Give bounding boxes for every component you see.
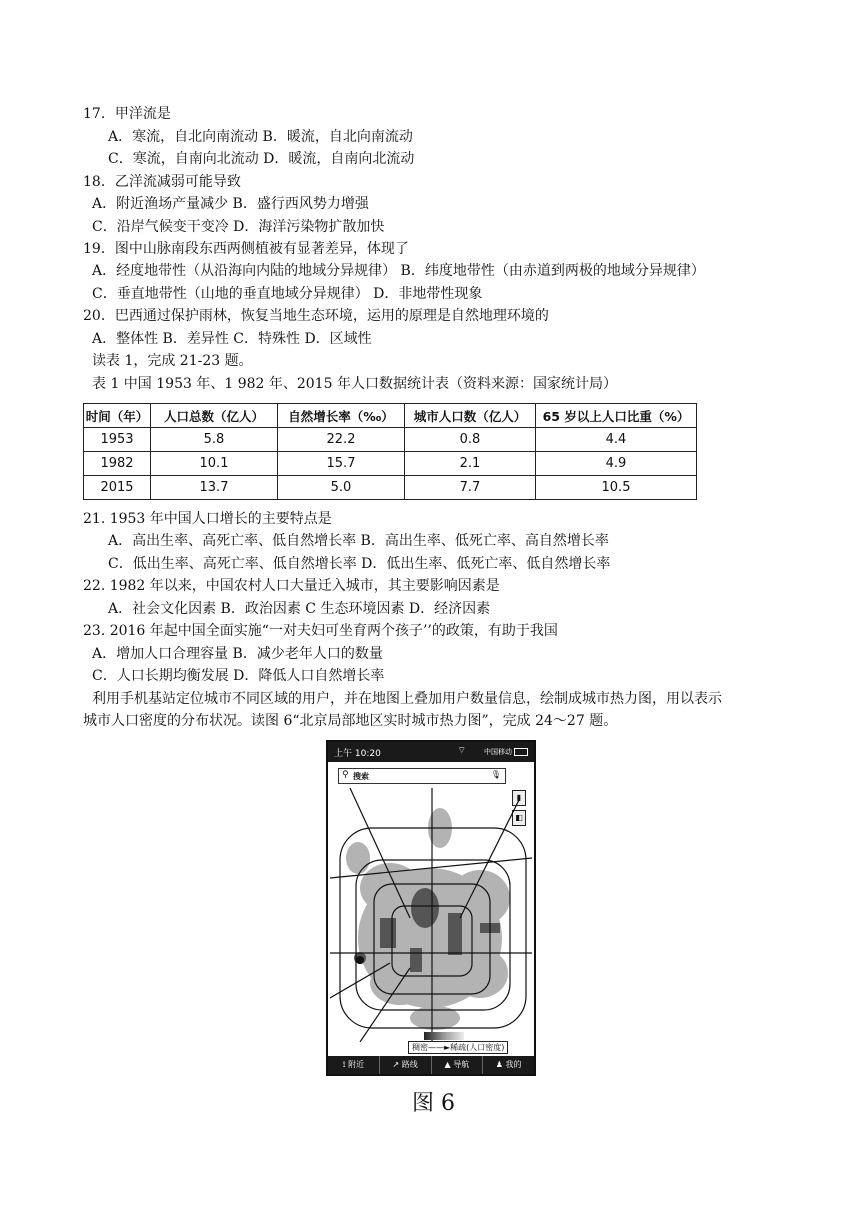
question-22-stem: 22. 1982 年以来，中国农村人口大量迁入城市，其主要影响因素是 bbox=[83, 578, 500, 594]
question-19-options-1: A．经度地带性（从沿海向内陆的地域分异规律） B．纬度地带性（由赤道到两极的地域分异规律） bbox=[92, 263, 705, 279]
search-label: 搜索 bbox=[353, 772, 369, 781]
table-header-row bbox=[84, 404, 697, 428]
battery-icon bbox=[514, 748, 528, 756]
table-row bbox=[84, 452, 697, 476]
question-18-stem: 18．乙洋流减弱可能导致 bbox=[83, 174, 241, 190]
bottom-tab-bar bbox=[328, 1056, 534, 1074]
tab-route[interactable]: ↗ 路线 bbox=[380, 1056, 432, 1074]
table-cell: 10.5 bbox=[536, 476, 697, 500]
question-21-stem: 21. 1953 年中国人口增长的主要特点是 bbox=[83, 511, 332, 527]
density-legend: 稠密——►稀疏(人口密度) bbox=[408, 1041, 508, 1054]
question-17-stem: 17．甲洋流是 bbox=[83, 106, 171, 122]
table-cell: 5.8 bbox=[151, 428, 278, 452]
table-cell: 0.8 bbox=[405, 428, 536, 452]
table-header: 自然增长率（‰） bbox=[278, 404, 405, 428]
status-time: 上午 10:20 bbox=[334, 749, 381, 759]
table-cell: 1953 bbox=[84, 428, 151, 452]
status-carrier: 中国移动 bbox=[484, 748, 512, 756]
tab-label: 路线 bbox=[401, 1060, 418, 1069]
question-18-options-1: A．附近渔场产量减少 B．盛行西风势力增强 bbox=[92, 196, 369, 212]
layers-button[interactable]: ◧ bbox=[512, 810, 526, 826]
tab-mine[interactable]: ♟ 我的 bbox=[495, 1060, 522, 1069]
tab-label: 我的 bbox=[505, 1060, 522, 1069]
question-21-options-2: C．低出生率、高死亡率、低自然增长率 D．低出生率、低死亡率、低自然增长率 bbox=[108, 556, 611, 572]
question-23-stem: 23. 2016 年起中国全面实施“一对夫妇可坐育两个孩子’’的政策，有助于我国 bbox=[83, 623, 558, 639]
question-20-options-1: A．整体性 B．差异性 C．特殊性 D．区域性 bbox=[92, 331, 372, 347]
table-header: 城市人口数（亿人） bbox=[405, 404, 536, 428]
heat-map bbox=[330, 788, 532, 1042]
table-cell: 7.7 bbox=[405, 476, 536, 500]
population-table bbox=[83, 403, 697, 500]
table-cell: 10.1 bbox=[151, 452, 278, 476]
question-18-options-2: C．沿岸气候变干变冷 D．海洋污染物扩散加快 bbox=[92, 219, 385, 235]
table-header: 人口总数（亿人） bbox=[151, 404, 278, 428]
table-cell: 2.1 bbox=[405, 452, 536, 476]
tab-nearby[interactable]: ⟟ 附近 bbox=[328, 1056, 380, 1074]
intro-paragraph-line-2: 城市人口密度的分布状况。读图 6“北京局部地区实时城市热力图”，完成 24～27 题。 bbox=[83, 713, 618, 729]
wifi-icon: ⌔ bbox=[457, 746, 466, 756]
table-row bbox=[84, 476, 697, 500]
question-17-options-2: C．寒流，自南向北流动 D．暖流，自南向北流动 bbox=[108, 151, 415, 167]
question-23-options-1: A．增加人口合理容量 B．减少老年人口的数量 bbox=[92, 646, 383, 662]
question-19-options-2: C．垂直地带性（山地的垂直地域分异规律） D．非地带性现象 bbox=[92, 286, 483, 302]
question-22-options-1: A．社会文化因素 B．政治因素 C 生态环境因素 D．经济因素 bbox=[108, 601, 491, 617]
table-header: 65 岁以上人口比重（%） bbox=[536, 404, 697, 428]
table-row bbox=[84, 428, 697, 452]
table-cell: 15.7 bbox=[278, 452, 405, 476]
intro-paragraph-line-1: 利用手机基站定位城市不同区域的用户，并在地图上叠加用户数量信息，绘制成城市热力图，用以表示 bbox=[92, 691, 722, 707]
search-icon: ⚲ bbox=[342, 770, 349, 780]
tab-navigation[interactable]: ▲ 导航 bbox=[432, 1056, 484, 1074]
table-caption: 表 1 中国 1953 年、1 982 年、2015 年人口数据统计表（资料来源：国家统计局） bbox=[92, 376, 617, 392]
table-cell: 13.7 bbox=[151, 476, 278, 500]
table-intro: 读表 1，完成 21-23 题。 bbox=[92, 353, 253, 369]
table-cell: 22.2 bbox=[278, 428, 405, 452]
table-cell: 2015 bbox=[84, 476, 151, 500]
tab-label: 导航 bbox=[453, 1060, 470, 1069]
table-cell: 1982 bbox=[84, 452, 151, 476]
question-20-stem: 20．巴西通过保护雨林，恢复当地生态环境，运用的原理是自然地理环境的 bbox=[83, 308, 549, 324]
question-19-stem: 19．图中山脉南段东西两侧植被有显著差异，体现了 bbox=[83, 241, 409, 257]
status-bar bbox=[328, 742, 534, 762]
question-21-options-1: A．高出生率、高死亡率、低自然增长率 B．高出生率、低死亡率、高自然增长率 bbox=[108, 533, 609, 549]
table-cell: 4.9 bbox=[536, 452, 697, 476]
tab-label: 附近 bbox=[348, 1060, 365, 1069]
question-23-options-2: C．人口长期均衡发展 D．降低人口自然增长率 bbox=[92, 668, 385, 684]
traffic-toggle-button[interactable]: ▮ bbox=[512, 790, 526, 806]
figure-caption: 图 6 bbox=[412, 1091, 455, 1116]
search-bar[interactable] bbox=[338, 768, 506, 784]
table-cell: 4.4 bbox=[536, 428, 697, 452]
table-cell: 5.0 bbox=[278, 476, 405, 500]
microphone-icon[interactable]: 🎙 bbox=[490, 770, 501, 779]
table-header: 时间（年） bbox=[84, 404, 151, 428]
density-legend-bar bbox=[424, 1032, 464, 1040]
phone-screenshot-figure bbox=[326, 740, 536, 1076]
question-17-options-1: A．寒流，自北向南流动 B．暖流，自北向南流动 bbox=[108, 129, 413, 145]
